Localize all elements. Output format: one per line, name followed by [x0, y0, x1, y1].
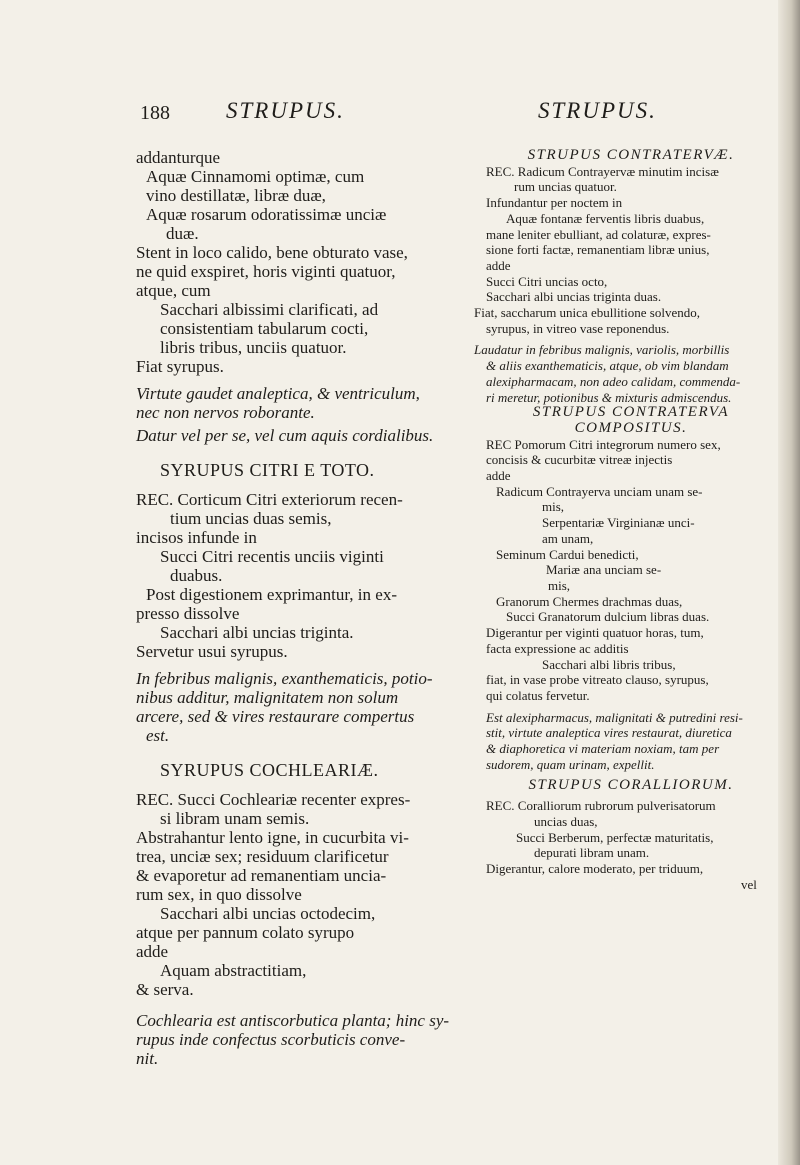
running-header — [0, 98, 780, 138]
section-heading: COMPOSITUS. — [574, 419, 688, 436]
text-line: sione forti factæ, remanentiam libræ unius, — [486, 242, 710, 258]
text-line: duabus. — [170, 566, 223, 585]
text-line: Succi Berberum, perfectæ maturitatis, — [516, 829, 714, 845]
text-line: trea, unciæ sex; residuum clarificetur — [136, 847, 389, 866]
text-line: mis, — [542, 499, 565, 515]
section-heading: STRUPUS CONTRATERVÆ. — [527, 147, 735, 163]
text-line: concisis & cucurbitæ vitreæ injectis — [486, 452, 673, 468]
text-line: Sacchari albissimi clarificati, ad — [160, 300, 379, 319]
section-heading: STRUPUS CONTRATERVA — [532, 404, 730, 421]
text-line: vino destillatæ, libræ duæ, — [146, 186, 326, 205]
text-line: Est alexipharmacus, malignitati & putredini resi- — [486, 709, 743, 725]
text-line: atque, cum — [136, 281, 211, 300]
text-line: atque per pannum colato syrupo — [136, 923, 355, 942]
text-line: uncias duas, — [534, 813, 598, 829]
text-line: nibus additur, malignitatem non solum — [136, 688, 399, 707]
text-line: rupus inde confectus scorbuticis conve- — [136, 1030, 406, 1049]
left-column — [136, 148, 476, 1068]
text-line: Servetur usui syrupus. — [136, 642, 288, 661]
text-line: stit, virtute analeptica vires restaurat, diuretica — [486, 725, 732, 741]
text-line: fiat, in vase probe vitreato clauso, syrupus, — [486, 672, 709, 688]
text-line: REC. Coralliorum rubrorum pulverisatorum — [486, 798, 716, 814]
text-line: Sacchari albi libris tribus, — [542, 656, 676, 672]
text-line: nec non nervos roborante. — [136, 403, 315, 422]
text-line: Abstrahantur lento igne, in cucurbita vi- — [136, 828, 409, 847]
running-title-left: STRUPUS. — [226, 98, 345, 123]
text-line: adde — [486, 468, 511, 484]
page-edge-shadow — [778, 0, 800, 1165]
text-line: REC Pomorum Citri integrorum numero sex, — [486, 436, 721, 452]
text-line: nit. — [136, 1049, 159, 1068]
text-line: & evaporetur ad remanentiam uncia- — [136, 866, 387, 885]
section-heading: SYRUPUS CITRI E TOTO. — [160, 460, 375, 480]
text-line: Stent in loco calido, bene obturato vase, — [136, 243, 408, 262]
text-line: mane leniter ebulliant, ad colaturæ, expres- — [486, 226, 711, 242]
text-line: Succi Citri recentis unciis viginti — [160, 547, 384, 566]
text-line: & serva. — [136, 980, 194, 999]
text-line: REC. Corticum Citri exteriorum recen- — [136, 490, 403, 509]
text-line: depurati libram unam. — [534, 845, 650, 861]
text-line: mis, — [548, 577, 571, 593]
text-line: Virtute gaudet analeptica, & ventriculum, — [136, 384, 420, 403]
text-line: Aquam abstractitiam, — [160, 961, 307, 980]
text-line: arcere, sed & vires restaurare compertus — [136, 707, 415, 726]
text-line: rum uncias quatuor. — [514, 179, 617, 195]
text-line: ne quid exspiret, horis viginti quatuor, — [136, 262, 396, 281]
text-line: Serpentariæ Virginianæ unci- — [542, 515, 695, 531]
running-title-right: STRUPUS. — [538, 98, 657, 123]
text-line: Sacchari albi uncias octodecim, — [160, 904, 376, 923]
text-line: adde — [486, 257, 511, 273]
text-line: Digerantur, calore moderato, per triduum, — [486, 860, 704, 876]
text-line: rum sex, in quo dissolve — [136, 885, 302, 904]
section-heading: SYRUPUS COCHLEARIÆ. — [160, 760, 379, 780]
text-line: Fiat, saccharum unica ebullitione solvendo, — [474, 305, 700, 321]
text-line: Infundantur per noctem in — [486, 195, 623, 211]
text-line: & diaphoretica vi materiam noxiam, tam per — [486, 741, 720, 757]
text-line: vel — [741, 876, 757, 892]
text-line: adde — [136, 942, 169, 961]
text-line: & aliis exanthematicis, atque, ob vim blandam — [486, 358, 729, 374]
text-line: Aquæ fontanæ ferventis libris duabus, — [506, 210, 705, 226]
text-line: REC. Radicum Contrayervæ minutim incisæ — [486, 163, 719, 179]
text-line: Sacchari albi uncias triginta. — [160, 623, 354, 642]
text-line: Laudatur in febribus malignis, variolis, morbillis — [474, 342, 730, 358]
text-line: syrupus, in vitreo vase reponendus. — [486, 320, 670, 336]
text-line: sudorem, quam urinam, expellit. — [486, 756, 655, 772]
text-line: Granorum Chermes drachmas duas, — [496, 593, 683, 609]
text-line: REC. Succi Cochleariæ recenter expres- — [136, 790, 411, 809]
text-line: Fiat syrupus. — [136, 357, 224, 376]
text-line: Aquæ Cinnamomi optimæ, cum — [146, 167, 365, 186]
text-line: tium uncias duas semis, — [170, 509, 332, 528]
text-line: qui colatus fervetur. — [486, 687, 590, 703]
text-line: Mariæ ana unciam se- — [546, 562, 662, 578]
text-line: est. — [146, 726, 170, 745]
text-line: facta expressione ac additis — [486, 640, 629, 656]
section-heading: STRUPUS CORALLIORUM. — [528, 777, 734, 794]
text-line: Digerantur per viginti quatuor horas, tum, — [486, 625, 704, 641]
text-line: Seminum Cardui benedicti, — [496, 546, 639, 562]
text-line: presso dissolve — [136, 604, 240, 623]
text-line: addanturque — [136, 148, 221, 167]
text-line: consistentiam tabularum cocti, — [160, 319, 369, 338]
text-line: Succi Citri uncias octo, — [486, 273, 608, 289]
text-line: duæ. — [166, 224, 199, 243]
text-line: si libram unam semis. — [160, 809, 310, 828]
text-line: Radicum Contrayerva unciam unam se- — [496, 483, 703, 499]
text-line: Post digestionem exprimantur, in ex- — [146, 585, 397, 604]
text-line: Sacchari albi uncias triginta duas. — [486, 289, 662, 305]
text-line: alexipharmacam, non adeo calidam, commenda- — [486, 373, 741, 389]
right-column — [474, 147, 776, 892]
text-line: Aquæ rosarum odoratissimæ unciæ — [146, 205, 387, 224]
text-line: am unam, — [542, 530, 594, 546]
text-line: incisos infunde in — [136, 528, 257, 547]
text-line: libris tribus, unciis quatuor. — [160, 338, 347, 357]
text-line: Cochlearia est antiscorbutica planta; hinc sy- — [136, 1011, 450, 1030]
page-number: 188 — [140, 102, 170, 124]
text-line: In febribus malignis, exanthematicis, potio- — [136, 669, 433, 688]
text-line: Succi Granatorum dulcium libras duas. — [506, 609, 710, 625]
text-line: Datur vel per se, vel cum aquis cordialibus. — [136, 426, 434, 445]
text-line: ri meretur, potionibus & mixturis admiscendus. — [486, 389, 732, 405]
